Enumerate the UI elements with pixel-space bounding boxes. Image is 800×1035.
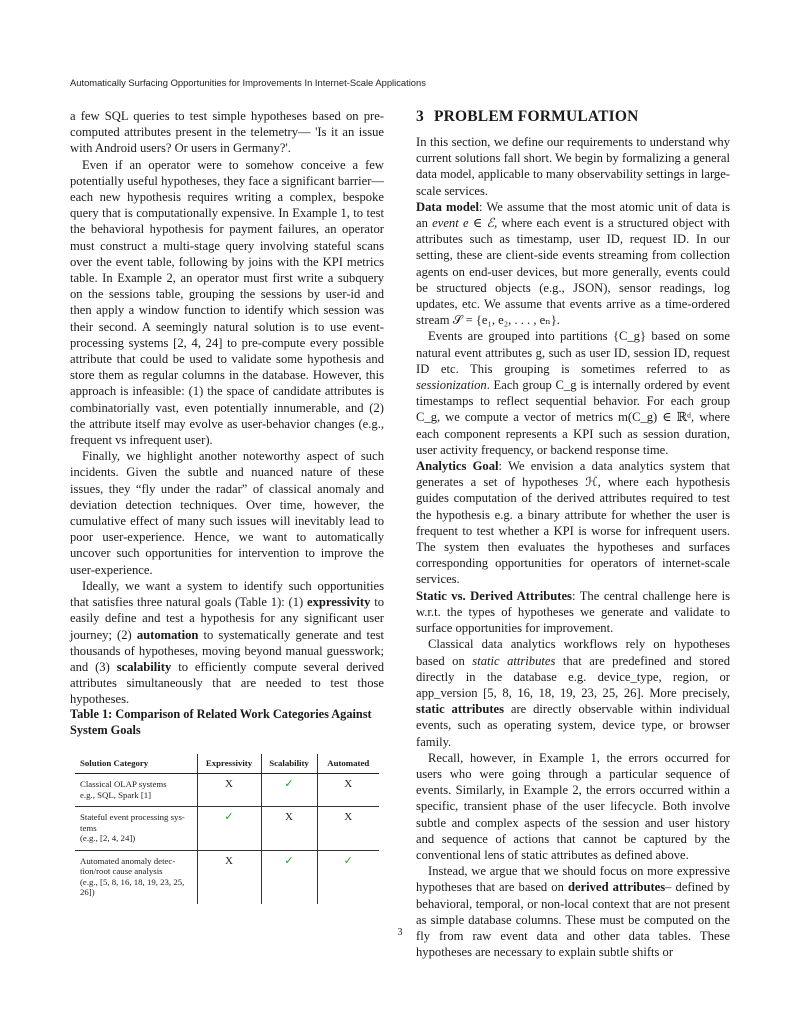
row-category: Automated anomaly detec- tion/root cause analysis (e.g., [5, 8, 16, 18, 19, 23, 25, 26])	[75, 850, 197, 904]
static-derived-label: Static vs. Derived Attributes	[416, 588, 572, 603]
left-paragraph-2: Even if an operator were to somehow conceive a few potentially useful hypotheses, they face a significant barrier—each new hypothesis requires writing a complex, bespoke query that is computationally expensive. In Example 1, to test the behavioral hypothesis for payment failures, an operator must construct a multi-stage query involving stateful scans over the event table, following by joins with the KPI metrics table. In Example 2, an operator must first write a subquery on the sessions table, grouping the sessions by user-id and then apply a window function to identify which session was their second. A seemingly natural solution is to use event-processing systems [2, 4, 24] to pre-compute every possible attribute that could be used to validate some hypothesis and store them as regular columns in the database. However, this approach is infeasible: (1) the space of candidate attributes is combinatorially vast, even potentially innumerable, and (2) the attribute itself may evolve as user-behavior changes (e.g., frequent vs infrequent user).	[70, 157, 384, 448]
header-automated: Automated	[317, 754, 379, 774]
check-mark-icon: ✓	[197, 807, 261, 851]
table-row	[75, 774, 379, 807]
check-mark-icon: ✓	[261, 774, 317, 807]
term-expressivity: expressivity	[306, 595, 371, 610]
page-number: 3	[397, 927, 403, 938]
term-automation: automation	[136, 627, 199, 642]
cross-mark: X	[317, 807, 379, 851]
analytics-goal-label: Analytics Goal	[416, 459, 499, 474]
right-paragraph-3: Events are grouped into partitions {C_g} based on some natural event attributes g, such as user ID, session ID, request ID etc. This grouping is sometimes referred to as sessionization. Each group C_g is internally ordered by event timestamps to reflect sequential behavior. For each group C_g, we compute a vector of metrics m(C_g) ∈ ℝᵈ, where each component represents a KPI such as session duration, user activity frequency, or backend response time.	[416, 329, 730, 457]
cross-mark: X	[197, 850, 261, 904]
term-scalability: scalability	[116, 659, 172, 674]
table-row	[75, 807, 379, 851]
check-mark-icon: ✓	[317, 850, 379, 904]
cross-mark: X	[261, 807, 317, 851]
data-model-label: Data model	[416, 199, 479, 214]
right-paragraph-8: Instead, we argue that we should focus on more expressive hypotheses that are based on derived attributes– defined by behavioral, temporal, or non-local context that are not present as simple database columns. These must be computed on the fly from raw event data and other data tables. These hypotheses are necessary to explain subtle shifts or	[416, 864, 730, 960]
row-category: Classical OLAP systems e.g., SQL, Spark [1]	[75, 774, 197, 807]
header-expressivity: Expressivity	[197, 754, 261, 774]
table-header-row	[75, 754, 379, 774]
right-paragraph-1: In this section, we define our requirements to understand why current solutions fall short. We begin by formalizing a general data model, applicable to many observability settings in large-scale services.	[416, 135, 730, 198]
row-category: Stateful event processing sys- tems (e.g., [2, 4, 24])	[75, 807, 197, 851]
static-derived-paragraph: Static vs. Derived Attributes: The central challenge here is w.r.t. the types of hypotheses we generate and validate to surface opportunities for improvement.	[416, 588, 730, 636]
left-paragraph-4: Ideally, we want a system to identify such opportunities that satisfies three natural goals (Table 1): (1) expressivity to easily define and test a hypothesis for any significant user journey; (2) automation to systematically generate and test thousands of hypotheses, moving beyond manual guesswork; and (3) scalability to efficiently compute several derived attributes simultaneously that are needed to test those hypotheses.	[70, 578, 384, 707]
cross-mark: X	[197, 774, 261, 807]
table-caption: Table 1: Comparison of Related Work Categories Against System Goals	[70, 707, 372, 737]
right-paragraph-7: Recall, however, in Example 1, the errors occurred for users who were going through a particular sequence of events. Similarly, in Example 2, the errors occurred within a specific, transient phase of the user lifecycle. Both involve subtle and complex aspects of the session and user history and sequence of actions that cannot be captured by the conventional lens of static attributes as defined above.	[416, 750, 730, 862]
right-column	[416, 108, 730, 960]
header-scalability: Scalability	[261, 754, 317, 774]
left-paragraph-3: Finally, we highlight another noteworthy aspect of such incidents. Given the subtle and nuanced nature of these issues, they “fly under the radar” of classical anomaly and deviation detection techniques. Over time, however, the cumulative effect of many such issues will inevitably lead to poor user-experience. Hence, we want to automatically uncover such opportunities for intervention to improve the user-experience.	[70, 449, 384, 577]
comparison-table	[75, 754, 379, 904]
table-row	[75, 850, 379, 904]
running-head: Automatically Surfacing Opportunities for Improvements In Internet-Scale Applications	[70, 77, 426, 88]
check-mark-icon: ✓	[261, 850, 317, 904]
data-model-paragraph: Data model: We assume that the most atomic unit of data is an event e ∈ ℰ, where each event is a structured object with attributes such as timestamp, user ID, request ID. In our setting, these are client-side events streaming from collection agents on end-user devices, but more generally, events could be structured objects (e.g., JSON), sensor readings, log updates, etc. We assume that events arrive as a time-ordered stream 𝒮 = {e₁, e₂, . . . , eₙ}.	[416, 199, 730, 328]
cross-mark: X	[317, 774, 379, 807]
left-column	[70, 108, 384, 708]
section-heading: 3 PROBLEM FORMULATION	[416, 108, 639, 125]
right-paragraph-6: Classical data analytics workflows rely on hypotheses based on static attributes that are predefined and stored directly in the database e.g. device_type, region, or app_version [5, 8, 16, 18, 19, 23, 25, 26]. More precisely, static attributes are directly observable within individual events, such as operating system, device type, or browser family.	[416, 637, 730, 749]
analytics-goal-paragraph: Analytics Goal: We envision a data analytics system that generates a set of hypotheses ℋ, where each hypothesis guides computation of the derived attributes required to test the hypothesis e.g. a binary attribute for whether the user is frequent to test whether a KPI is worse for infrequent users. The system then evaluates the hypotheses and surfaces corresponding opportunities for operators of internet-scale services.	[416, 459, 730, 587]
header-solution-category: Solution Category	[75, 754, 197, 774]
left-paragraph-1: a few SQL queries to test simple hypotheses based on pre-computed attributes present in the telemetry— 'Is it an issue with Android users? Or users in Germany?'.	[70, 109, 384, 156]
